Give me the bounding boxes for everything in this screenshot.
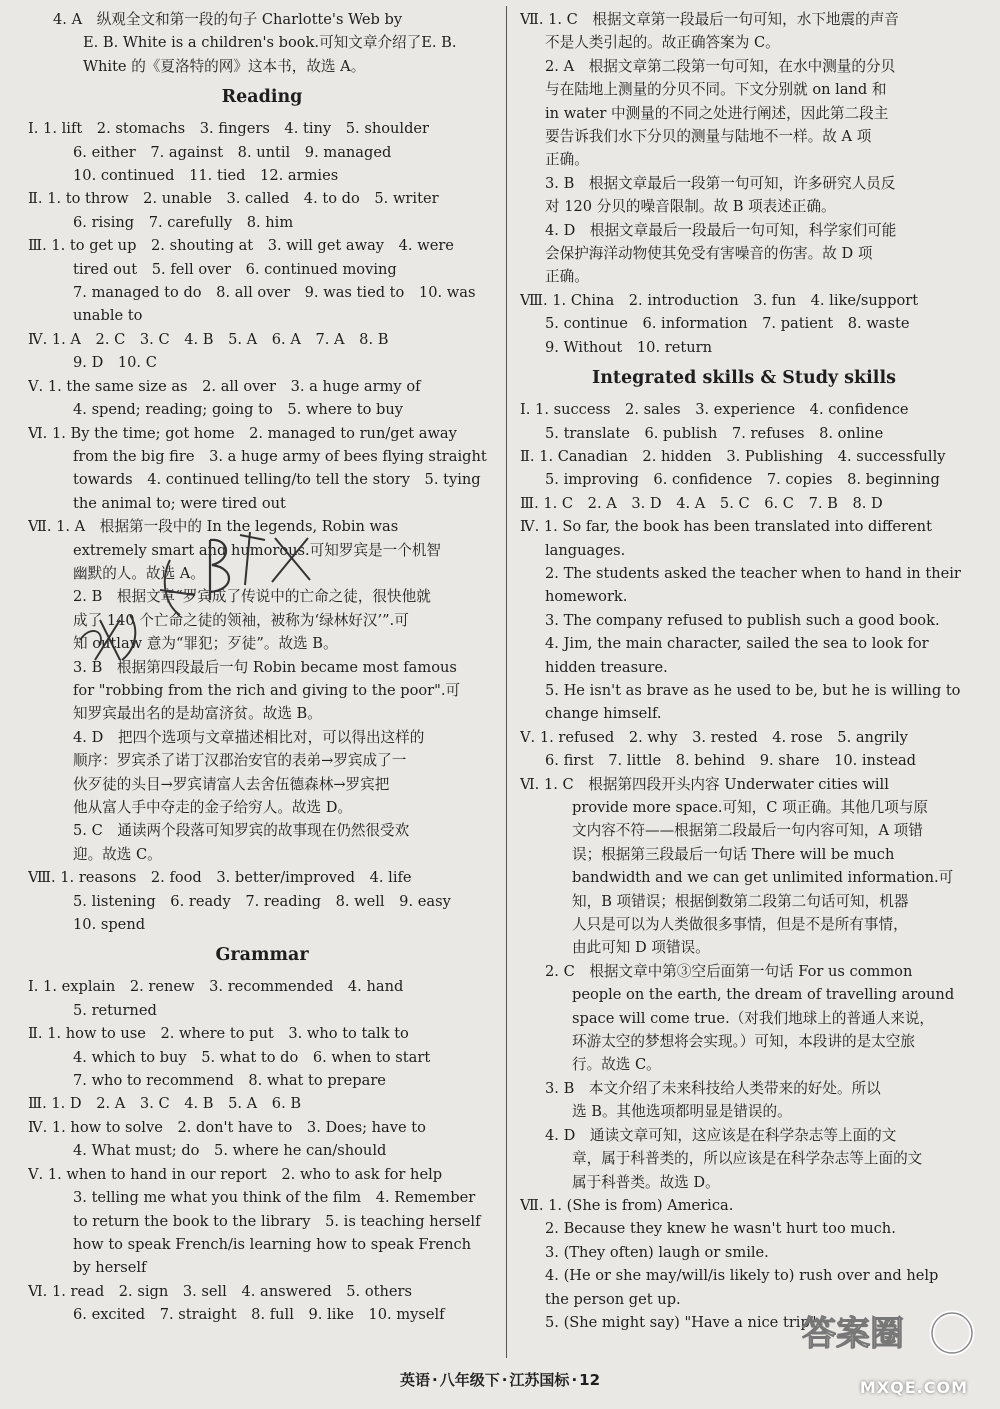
text-line: 4. What must; do 5. where he can/should xyxy=(73,1142,387,1160)
text-line: Ⅱ. 1. to throw 2. unable 3. called 4. to do 5. writer xyxy=(28,190,439,208)
text-line: 3. The company refused to publish such a good book. xyxy=(545,611,940,629)
text-line: Ⅷ. 1. China 2. introduction 3. fun 4. like/support xyxy=(520,291,919,309)
text-line: hidden treasure. xyxy=(545,658,668,676)
text-line: 顺序：罗宾杀了诺丁汉郡治安官的表弟→罗宾成了一 xyxy=(73,752,407,770)
text-line: 4. D 通读文章可知，这应该是在科学杂志等上面的文 xyxy=(545,1126,897,1144)
text-line: Ⅳ. 1. how to solve 2. don't have to 3. Does; have to xyxy=(28,1118,426,1136)
text-line: the person get up. xyxy=(545,1290,681,1308)
text-line: 知，B 项错误；根据倒数第二段第二句话可知，机器 xyxy=(572,892,909,910)
text-line: 7. managed to do 8. all over 9. was tied to 10. was xyxy=(73,284,476,302)
text-line: 2. B 根据文章“罗宾成了传说中的亡命之徒，很快他就 xyxy=(73,588,431,606)
text-line: 2. Because they knew he wasn't hurt too much. xyxy=(545,1220,896,1238)
text-line: White 的《夏洛特的网》这本书，故选 A。 xyxy=(83,57,366,75)
text-line: 4. Jim, the main character, sailed the sea to look for xyxy=(545,635,929,653)
text-line: Ⅲ. 1. D 2. A 3. C 4. B 5. A 6. B xyxy=(28,1095,302,1113)
text-line: to return the book to the library 5. is teaching herself xyxy=(73,1212,481,1230)
text-line: unable to xyxy=(73,307,143,325)
text-line: 伙歹徒的头目→罗宾请富人去舍伍德森林→罗宾把 xyxy=(73,775,390,793)
text-line: 4. A 纵观全文和第一段的句子 Charlotte's Web by xyxy=(53,11,403,28)
text-line: 由此可知 D 项错误。 xyxy=(572,939,710,957)
text-line: Ⅷ. 1. reasons 2. food 3. better/improved 4. life xyxy=(28,869,412,887)
text-line: bandwidth and we can get unlimited information.可 xyxy=(572,869,954,887)
text-line: 4. which to buy 5. what to do 6. when to start xyxy=(73,1048,431,1066)
section-heading-integrated-skills: Integrated skills & Study skills xyxy=(592,368,896,389)
text-line: 4. spend; reading; going to 5. where to buy xyxy=(73,401,403,419)
right-top-block xyxy=(520,8,968,359)
footer-subject: 英语 xyxy=(399,1371,430,1389)
text-line: 2. A 根据文章第二段第一句可知，在水中测量的分贝 xyxy=(545,57,896,75)
text-line: 10. spend xyxy=(73,916,146,934)
text-line: E. B. White is a children's book.可知文章介绍了E. B. xyxy=(83,34,457,52)
text-line: 3. telling me what you think of the film 4. Remember xyxy=(73,1189,476,1207)
section-heading-grammar: Grammar xyxy=(215,945,309,966)
text-line: provide more space.可知，C 项正确。其他几项与原 xyxy=(572,799,929,816)
text-line: Ⅵ. 1. By the time; got home 2. managed to run/get away xyxy=(28,424,457,442)
text-line: 4. (He or she may/will/is likely to) rush over and help xyxy=(545,1267,939,1285)
text-line: 3. (They often) laugh or smile. xyxy=(545,1243,769,1261)
text-line: 迎。故选 C。 xyxy=(73,845,162,863)
text-line: Ⅶ. 1. (She is from) America. xyxy=(520,1196,734,1214)
text-line: 行。故选 C。 xyxy=(572,1056,661,1074)
reading-answers xyxy=(28,117,496,936)
text-line: 选 B。其他选项都明显是错误的。 xyxy=(572,1103,792,1121)
text-line: 5. listening 6. ready 7. reading 8. well 9. easy xyxy=(73,892,451,910)
text-line: the animal to; were tired out xyxy=(73,494,286,512)
text-line: Ⅵ. 1. C 根据第四段开头内容 Underwater cities will xyxy=(520,775,889,793)
text-line: 5. C 通读两个段落可知罗宾的故事现在仍然很受欢 xyxy=(73,822,410,840)
text-line: 5. improving 6. confidence 7. copies 8. beginning xyxy=(545,471,940,489)
text-line: Ⅴ. 1. the same size as 2. all over 3. a huge army of xyxy=(28,377,421,395)
text-line: 成了 140 个亡命之徒的领袖，被称为‘绿林好汉’”.可 xyxy=(73,611,409,629)
text-line: Ⅵ. 1. read 2. sign 3. sell 4. answered 5. others xyxy=(28,1282,412,1300)
text-line: in water 中测量的不同之处进行阐述，因此第二段主 xyxy=(545,104,889,122)
text-line: 误；根据第三段最后一句话 There will be much xyxy=(572,845,895,863)
page-footer: 英语 · 八年级下 · 江苏国标 · 12 xyxy=(399,1371,601,1389)
integrated-skills-answers xyxy=(520,398,968,1334)
text-line: Ⅶ. 1. A 根据第一段中的 In the legends, Robin was xyxy=(28,518,399,536)
text-line: 6. rising 7. carefully 8. him xyxy=(73,213,294,231)
text-line: extremely smart and humorous.可知罗宾是一个机智 xyxy=(73,541,442,559)
text-line: 6. excited 7. straight 8. full 9. like 10. myself xyxy=(73,1306,445,1324)
text-line: Ⅳ. 1. So far, the book has been translated into different xyxy=(520,518,932,536)
text-line: 3. B 根据文章最后一段第一句可知，许多研究人员反 xyxy=(545,174,896,192)
text-line: 他从富人手中夺走的金子给穷人。故选 D。 xyxy=(73,799,353,816)
text-line: Ⅳ. 1. A 2. C 3. C 4. B 5. A 6. A 7. A 8. B xyxy=(28,330,389,348)
text-line: from the big fire 3. a huge army of bees flying straight xyxy=(73,447,487,465)
text-line: 4. D 根据文章最后一段最后一句可知，科学家们可能 xyxy=(545,221,897,239)
watermark-url: MXQE.COM xyxy=(859,1378,968,1397)
text-line: languages. xyxy=(545,541,626,559)
text-line: 正确。 xyxy=(545,268,589,286)
text-line: 10. continued 11. tied 12. armies xyxy=(73,167,339,185)
text-line: 不是人类引起的。故正确答案为 C。 xyxy=(545,34,780,52)
text-line: 3. B 根据第四段最后一句 Robin became most famous xyxy=(73,658,457,676)
text-line: 4. D 把四个选项与文章描述相比对，可以得出这样的 xyxy=(73,728,425,746)
text-line: people on the earth, the dream of travelling around xyxy=(572,986,955,1004)
text-line: Ⅰ. 1. lift 2. stomachs 3. fingers 4. tiny 5. shoulder xyxy=(28,120,430,138)
text-line: 5. returned xyxy=(73,1001,157,1019)
column-divider xyxy=(506,6,507,1358)
text-line: Ⅰ. 1. success 2. sales 3. experience 4. confidence xyxy=(520,401,909,419)
text-line: Ⅴ. 1. refused 2. why 3. rested 4. rose 5. angrily xyxy=(520,728,908,746)
text-line: tired out 5. fell over 6. continued moving xyxy=(73,260,397,278)
text-line: for "robbing from the rich and giving to the poor".可 xyxy=(73,681,461,699)
text-line: Ⅰ. 1. explain 2. renew 3. recommended 4. hand xyxy=(28,978,404,996)
text-line: Ⅴ. 1. when to hand in our report 2. who to ask for help xyxy=(28,1165,443,1183)
text-line: towards 4. continued telling/to tell the story 5. tying xyxy=(73,471,481,489)
text-line: 人只是可以为人类做很多事情，但是不是所有事情， xyxy=(572,916,908,934)
text-line: 5. continue 6. information 7. patient 8. waste xyxy=(545,315,910,333)
text-line: Ⅲ. 1. to get up 2. shouting at 3. will get away 4. were xyxy=(28,237,454,255)
footer-edition: 江苏国标 xyxy=(509,1371,570,1389)
text-line: change himself. xyxy=(545,705,662,723)
text-line: 知罗宾最出名的是劫富济贫。故选 B。 xyxy=(73,705,322,723)
text-line: 知 outlaw 意为“罪犯；歹徒”。故选 B。 xyxy=(73,635,338,653)
text-line: 9. Without 10. return xyxy=(545,338,712,356)
text-line: 正确。 xyxy=(545,151,589,169)
text-line: 对 120 分贝的噪音限制。故 B 项表述正确。 xyxy=(545,198,836,216)
left-column xyxy=(28,8,496,1327)
text-line: 会保护海洋动物使其免受有害噪音的伤害。故 D 项 xyxy=(545,245,873,263)
text-line: 6. either 7. against 8. until 9. managed xyxy=(73,143,392,161)
text-line: how to speak French/is learning how to speak French xyxy=(73,1235,472,1253)
text-line: Ⅲ. 1. C 2. A 3. D 4. A 5. C 6. C 7. B 8. D xyxy=(520,494,883,512)
text-line: 要告诉我们水下分贝的测量与陆地不一样。故 A 项 xyxy=(545,128,872,146)
text-line: Ⅱ. 1. how to use 2. where to put 3. who to talk to xyxy=(28,1025,409,1043)
text-line: 与在陆地上测量的分贝不同。下文分别就 on land 和 xyxy=(545,81,887,99)
text-line: 属于科普类。故选 D。 xyxy=(572,1173,720,1191)
text-line: 5. translate 6. publish 7. refuses 8. online xyxy=(545,424,884,442)
text-line: homework. xyxy=(545,588,628,606)
watermark-title: 答案圈 xyxy=(802,1314,904,1354)
text-line: space will come true.（对我们地球上的普通人来说， xyxy=(572,1009,935,1027)
text-line: 章，属于科普类的，所以应该是在科学杂志等上面的文 xyxy=(572,1150,923,1168)
text-line: 幽默的人。故选 A。 xyxy=(73,564,205,582)
section-heading-reading: Reading xyxy=(221,87,303,108)
left-top-block xyxy=(28,8,496,78)
text-line: by herself xyxy=(73,1259,147,1277)
text-line: 6. first 7. little 8. behind 9. share 10. instead xyxy=(545,752,916,770)
watermark-logo xyxy=(792,1305,982,1383)
text-line: 5. He isn't as brave as he used to be, but he is willing to xyxy=(545,681,961,699)
text-line: Ⅶ. 1. C 根据文章第一段最后一句可知，水下地震的声音 xyxy=(520,11,899,28)
text-line: 环游太空的梦想将会实现。）可知，本段讲的是太空旅 xyxy=(572,1033,915,1051)
grammar-answers xyxy=(28,975,496,1326)
text-line: 2. The students asked the teacher when to hand in their xyxy=(545,564,961,582)
text-line: 5. (She might say) "Have a nice trip". xyxy=(545,1313,822,1331)
text-line: 9. D 10. C xyxy=(73,354,157,372)
text-line: 2. C 根据文章中第③空后面第一句话 For us common xyxy=(545,962,913,980)
text-line: 7. who to recommend 8. what to prepare xyxy=(73,1072,386,1090)
footer-grade: 八年级下 xyxy=(439,1371,500,1389)
text-line: 文内容不符——根据第二段最后一句内容可知，A 项错 xyxy=(572,822,923,840)
text-line: 3. B 本文介绍了未来科技给人类带来的好处。所以 xyxy=(545,1079,881,1097)
page-number: 12 xyxy=(579,1371,601,1389)
text-line: Ⅱ. 1. Canadian 2. hidden 3. Publishing 4. successfully xyxy=(520,447,946,465)
right-column xyxy=(520,8,968,1334)
